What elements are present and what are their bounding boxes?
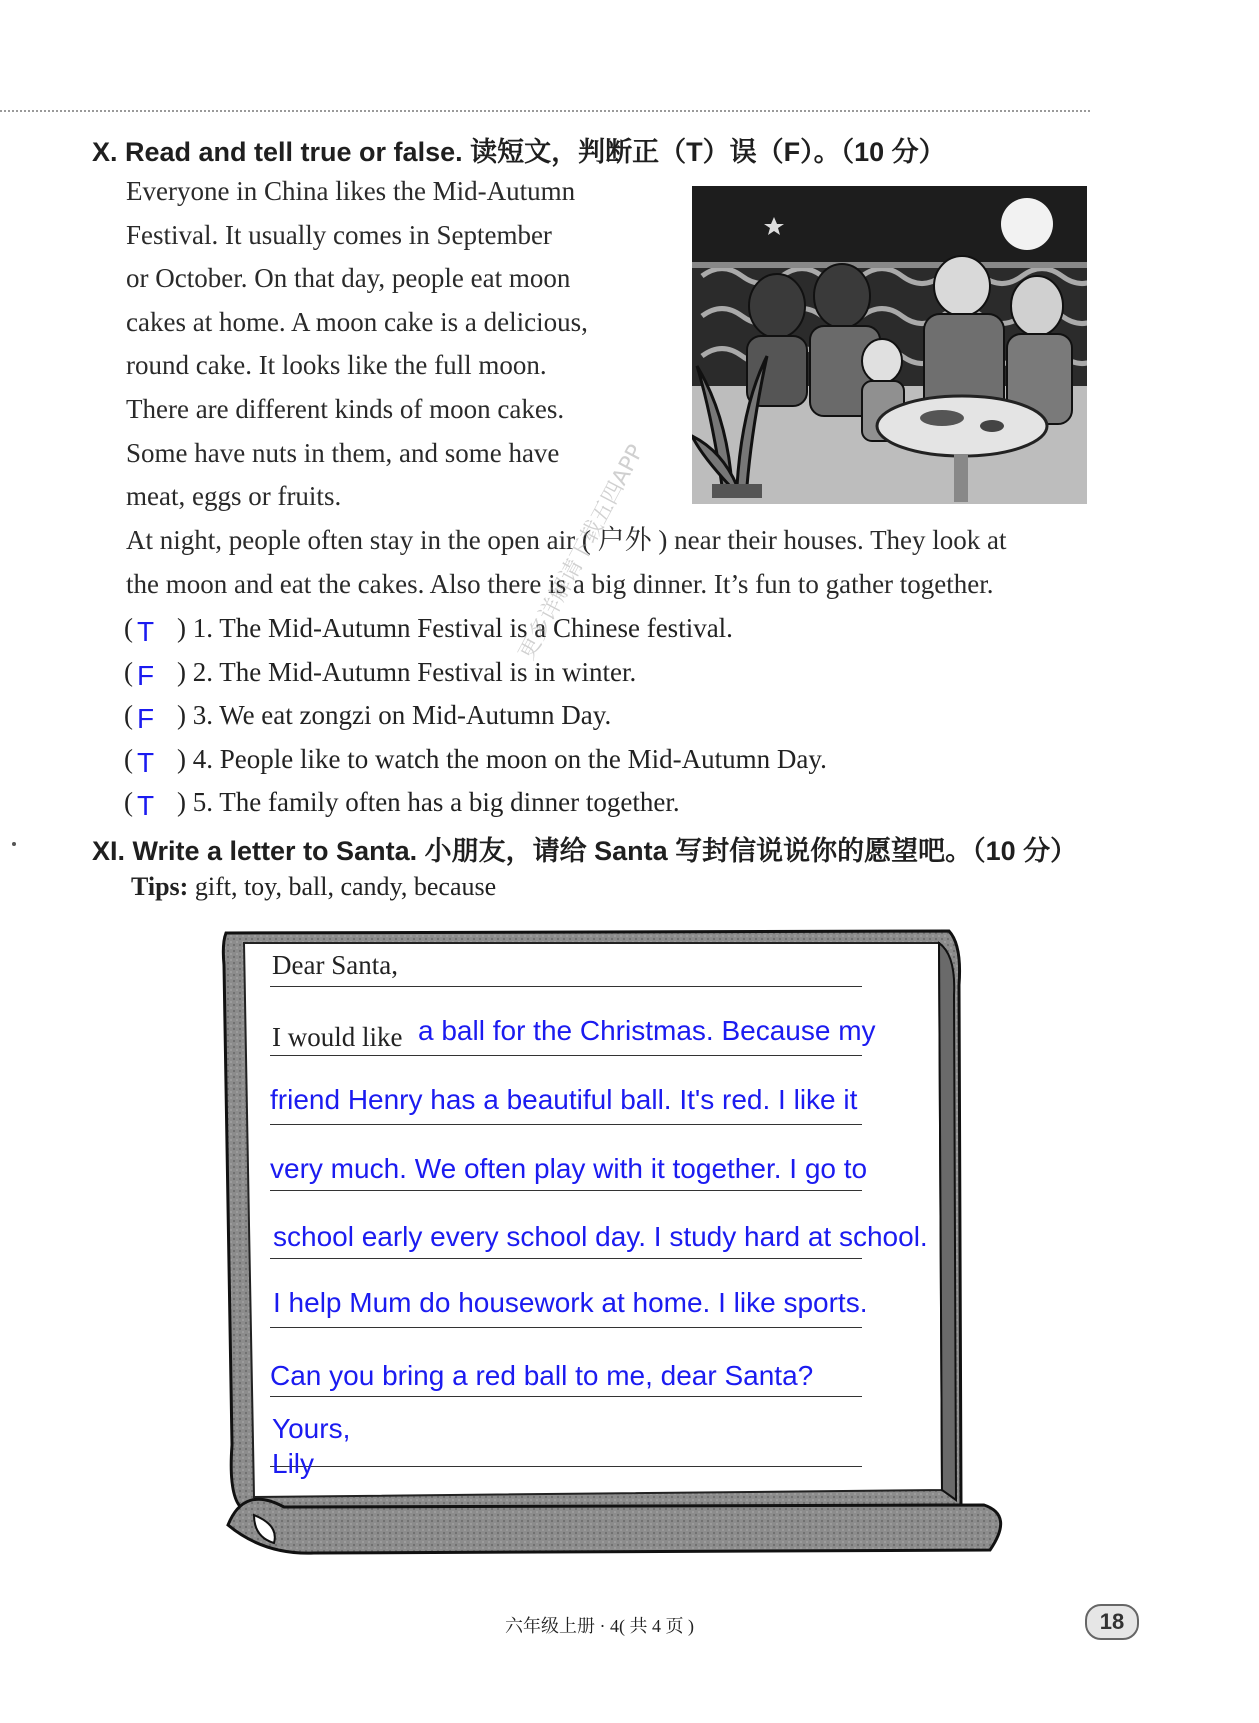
passage-line: meat, eggs or fruits. [126, 481, 342, 512]
writing-line [270, 1190, 862, 1191]
answer-mark: T [137, 790, 155, 822]
passage-line: Some have nuts in them, and some have [126, 437, 560, 468]
handwritten-line: a ball for the Christmas. Because my [418, 1015, 876, 1046]
question-text: ) 5. The family often has a big dinner together. [177, 787, 680, 818]
handwritten-line: friend Henry has a beautiful ball. It's red. I like it [270, 1084, 858, 1115]
letter-signature: Lily [272, 1448, 315, 1479]
passage-line: cakes at home. A moon cake is a delicious, [126, 306, 588, 337]
letter-greeting: Dear Santa, [272, 950, 398, 980]
passage-line: At night, people often stay in the open air ( 户外 ) near their houses. They look at [126, 525, 1007, 555]
answer-mark: T [137, 616, 155, 647]
writing-line [270, 1258, 862, 1259]
tips-label: Tips: [131, 872, 189, 901]
handwritten-line: very much. We often play with it together. I go to [270, 1153, 868, 1184]
section-xi-title: XI. Write a letter to Santa. 小朋友，请给 Santa 写封信说说你的愿望吧。（10 分） [92, 836, 1078, 866]
question-item: ( F ) 2. The Mid-Autumn Festival is in winter. [124, 650, 827, 694]
question-item: ( T ) 4. People like to watch the moon on the Mid-Autumn Day. [124, 737, 827, 781]
round-table [877, 396, 1047, 456]
passage-line: or October. On that day, people eat moon [126, 263, 571, 294]
question-item: ( F ) 3. We eat zongzi on Mid-Autumn Day. [124, 693, 827, 737]
handwritten-line: Can you bring a red ball to me, dear Santa? [270, 1360, 814, 1391]
passage-line: Festival. It usually comes in September [126, 219, 552, 250]
answer-mark: F [137, 703, 155, 735]
question-text: ) 2. The Mid-Autumn Festival is in winter. [177, 656, 637, 687]
passage-column [126, 170, 588, 519]
passage-line: the moon and eat the cakes. Also there is a big dinner. It’s fun to gather together. [126, 568, 994, 599]
answer-mark: F [137, 659, 155, 691]
question-item: ( T ) 5. The family often has a big dinner together. [124, 780, 827, 824]
page-number: 18 [1085, 1604, 1139, 1640]
letter-prompt: I would like [272, 1022, 403, 1052]
writing-line [270, 1055, 862, 1056]
question-text: ) 1. The Mid-Autumn Festival is a Chinese festival. [177, 613, 733, 643]
writing-line [270, 1124, 862, 1125]
answer-mark: T [137, 746, 155, 778]
full-moon-icon [1001, 198, 1053, 250]
passage-line: round cake. It looks like the full moon. [126, 350, 547, 381]
writing-line [270, 1327, 862, 1328]
mid-autumn-family-illustration [692, 186, 1087, 504]
stray-dot [12, 842, 16, 846]
question-text: ) 3. We eat zongzi on Mid-Autumn Day. [177, 700, 612, 731]
writing-line [270, 1396, 862, 1397]
letter-closing: Yours, [272, 1413, 351, 1444]
handwritten-line: I help Mum do housework at home. I like sports. [273, 1287, 868, 1318]
writing-line [270, 986, 862, 987]
question-text: ) 4. People like to watch the moon on the Mid-Autumn Day. [177, 743, 827, 774]
handwritten-line: school early every school day. I study hard at school. [273, 1221, 928, 1252]
top-dotted-rule [0, 110, 1090, 112]
question-list [124, 606, 827, 824]
passage-line: There are different kinds of moon cakes. [126, 393, 565, 424]
watermark-text: 更多详解请下载五四APP [514, 440, 649, 665]
footer-text: 六年级上册 · 4( 共 4 页 ) [505, 1616, 694, 1636]
question-item: ( T ) 1. The Mid-Autumn Festival is a Chinese festival. [124, 606, 827, 650]
writing-line [270, 1466, 862, 1467]
passage-line: Everyone in China likes the Mid-Autumn [126, 176, 576, 206]
tips-line [131, 872, 496, 902]
section-x-title: X. Read and tell true or false. 读短文，判断正（T）误（F）。（10 分） [92, 137, 946, 167]
tips-words: gift, toy, ball, candy, because [188, 872, 497, 901]
